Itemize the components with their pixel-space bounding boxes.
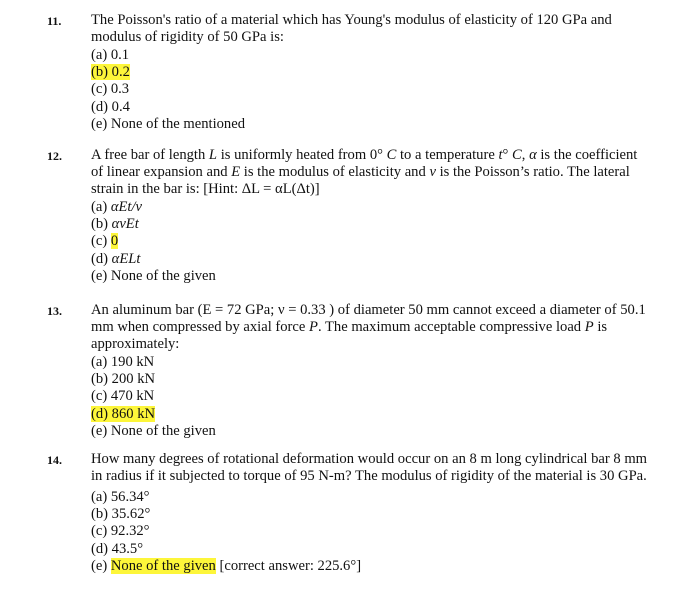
question-body <box>91 12 651 133</box>
option-b: (b) 35.62° <box>91 506 151 523</box>
option-e: (e) None of the given <box>91 267 216 284</box>
answer-note: [correct answer: 225.6°] <box>215 557 362 574</box>
option-a: (a) αEt/ν <box>91 199 143 215</box>
option-d <box>91 406 651 423</box>
option-c: (c) 0 <box>91 233 119 250</box>
option-a: (a) 56.34° <box>91 489 150 505</box>
option-a: (a) 190 kN <box>91 354 155 370</box>
question-number: 14. <box>47 453 62 467</box>
option-a: (a) 0.1 <box>91 47 130 63</box>
option-c: (c) 470 kN <box>91 388 155 405</box>
option-e: (e) None of the given [correct answer: 225.6°] <box>91 557 362 574</box>
option-b: (b) ανEt <box>91 216 139 233</box>
question-body <box>91 451 651 575</box>
question-stem: A free bar of length L is uniformly heated from 0° C to a temperature t° C, α is the coefficient of linear expansion and E is the modulus of elasticity and ν is the Poisson’s ratio. The lateral strain in the bar is: [Hint: ΔL = αL(Δt)] <box>91 147 638 197</box>
question-body <box>91 147 651 285</box>
question-stem: The Poisson's ratio of a material which has Young's modulus of elasticity of 120 GPa and modulus of rigidity of 50 GPa is: <box>91 12 612 45</box>
highlighted-answer: (b) 0.2 <box>91 64 130 81</box>
option-d: (d) 0.4 <box>91 98 130 115</box>
option-c: (c) 0.3 <box>91 81 130 98</box>
highlighted-answer: (d) 860 kN <box>91 405 156 422</box>
highlighted-answer: None of the given <box>110 557 216 574</box>
option-e: (e) None of the given <box>91 422 216 439</box>
option-b: (b) 200 kN <box>91 371 156 388</box>
question-stem: An aluminum bar (E = 72 GPa; ν = 0.33 ) of diameter 50 mm cannot exceed a diameter of 50.1 mm when compressed by axial force P. The maximum acceptable compressive load P is approximately: <box>91 302 646 352</box>
question-number: 12. <box>47 149 62 163</box>
option-c: (c) 92.32° <box>91 523 150 540</box>
highlighted-answer: 0 <box>110 233 119 250</box>
question-number: 11. <box>47 14 62 28</box>
option-d: (d) 43.5° <box>91 540 144 557</box>
option-e: (e) None of the mentioned <box>91 115 245 132</box>
question-stem: How many degrees of rotational deformation would occur on an 8 m long cylindrical bar 8 mm in radius if it subjected to torque of 95 N-m? The modulus of rigidity of the material is 30 GPa. <box>91 451 648 484</box>
option-d: (d) αELt <box>91 250 141 267</box>
question-number: 13. <box>47 304 62 318</box>
option-b <box>91 64 651 81</box>
question-body <box>91 302 651 440</box>
